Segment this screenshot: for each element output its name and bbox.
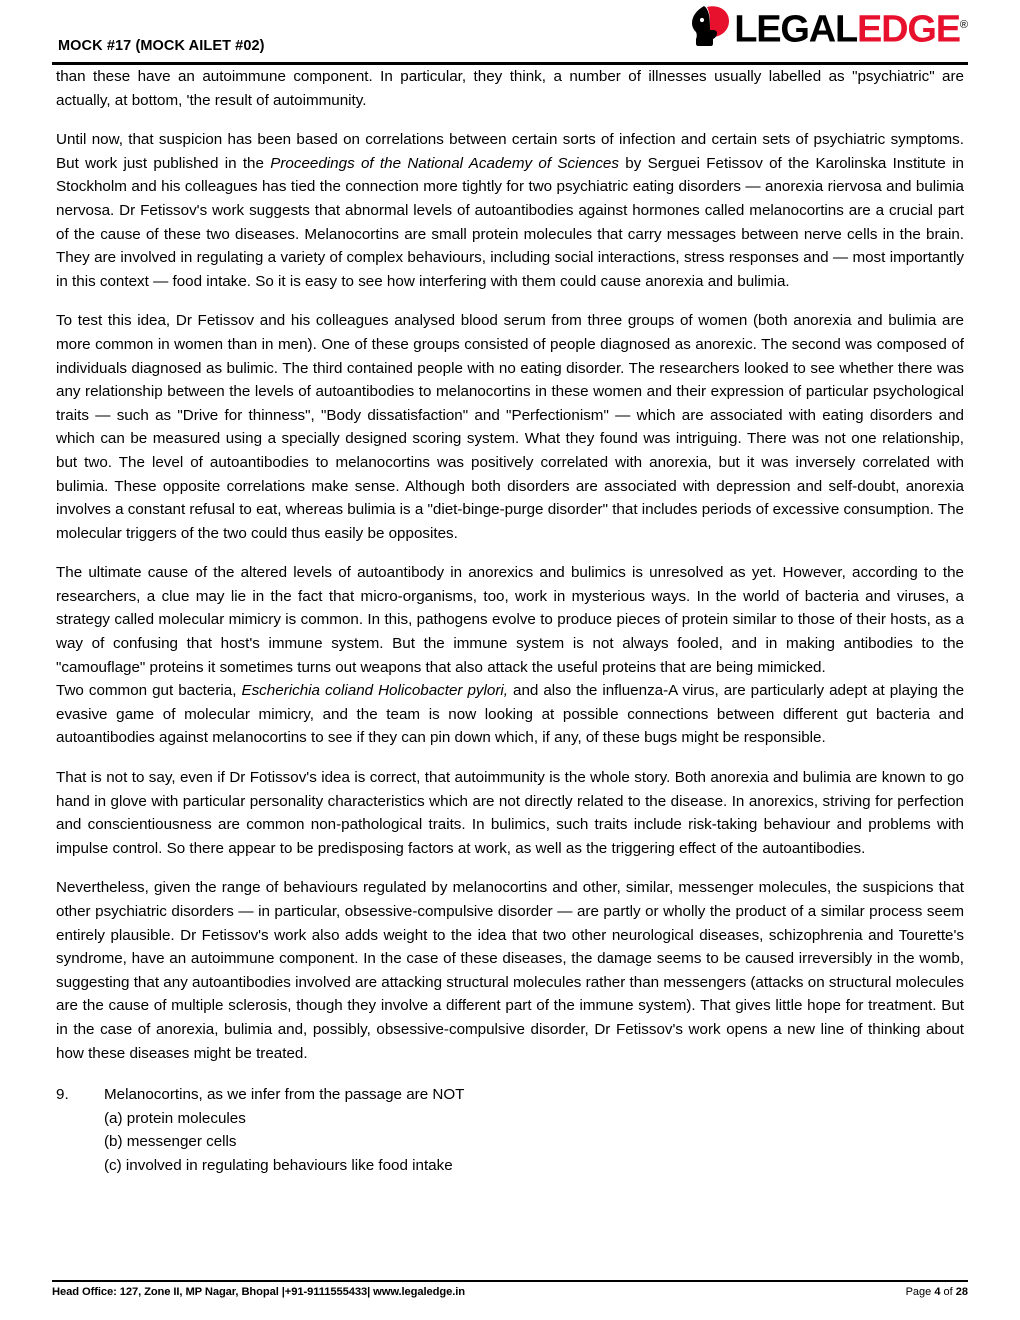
page-label-mid: of xyxy=(940,1286,956,1298)
question-number: 9. xyxy=(56,1086,69,1104)
passage-paragraph xyxy=(56,766,964,860)
passage-text-run: Until now, that suspicion has been based on correlations between certain sorts of infection and certain sets of psychiatric symptoms. But work just published in the xyxy=(56,131,964,172)
legaledge-wordmark xyxy=(734,5,968,50)
page-header xyxy=(52,0,968,62)
passage-text-run: by Serguei Fetissov of the Karolinska Institute in Stockholm and his colleagues has tied the connection more tightly for two psychiatric eating disorders — anorexia riervosa and bulimia nervosa. Dr Fetissov's work suggests that abnormal levels of autoantibodies against hormones called melanocortins are a crucial part of the cause of these two diseases. Melanocortins are small protein molecules that carry messages between nerve cells in the brain. They are involved in regulating a variety of complex behaviours, including social interactions, stress responses and — most importantly in this context — food intake. So it is easy to see how interfering with them could cause anorexia and bulimia. xyxy=(56,154,964,290)
footer-row xyxy=(52,1286,968,1298)
passage-text-run: and also the influenza-A virus, are particularly adept at playing the evasive game of molecular mimicry, and the team is now looking at possible connections between different gut bacteria and autoantibodies against melanocortins to see if they can pin down which, if any, of these bugs might be responsible. xyxy=(56,682,965,747)
passage-text-run: Two common gut bacteria, xyxy=(56,682,242,700)
passage-paragraph xyxy=(56,309,964,545)
passage-body xyxy=(52,65,968,1178)
question-option-list xyxy=(104,1107,964,1178)
page-title: MOCK #17 (MOCK AILET #02) xyxy=(58,38,265,54)
footer-page-number xyxy=(906,1286,968,1298)
question-option[interactable]: (b) messenger cells xyxy=(104,1133,237,1151)
page-current: 4 xyxy=(934,1286,941,1298)
logo-text-edge: EDGE xyxy=(856,8,960,51)
passage-italic-run: Proceedings of the National Academy of Sciences xyxy=(270,154,619,172)
passage-text-run: Nevertheless, given the range of behaviours regulated by melanocortins and other, similar, messenger molecules, the suspicions that other psychiatric disorders — in particular, obsessive-compulsive disorder — are partly or wholly the product of a similar process seem entirely plausible. Dr Fetissov's work also adds weight to the idea that two other neurological diseases, schizophrenia and Tourette's syndrome, have an autoimmune component. In the case of these diseases, the damage seems to be caused irreversibly in the womb, suggesting that any autoantibodies involved are attacking structural molecules rather than messengers (attacks on structural molecules are the cause of multiple sclerosis, though they involve a different part of the immune system). That gives little hope for treatment. But in the case of anorexia, bulimia and, possibly, obsessive-compulsive disorder, Dr Fetissov's work opens a new line of thinking about how these diseases might be treated. xyxy=(56,879,964,1062)
passage-paragraph xyxy=(56,876,964,1065)
footer-office-line: Head Office: 127, Zone II, MP Nagar, Bhopal |+91-9111555433| www.legaledge.in xyxy=(52,1286,465,1298)
question-block xyxy=(56,1083,964,1177)
question-option[interactable]: (c) involved in regulating behaviours like food intake xyxy=(104,1156,453,1174)
passage-paragraph xyxy=(56,679,964,750)
page-label-prefix: Page xyxy=(905,1286,935,1298)
registered-trademark-icon: ® xyxy=(959,19,968,31)
passage-text-run: The ultimate cause of the altered levels of autoantibody in anorexics and bulimics is unresolved as yet. However, according to the researchers, a clue may lie in the fact that micro-organisms, too, work in mysterious ways. In the world of bacteria and viruses, a strategy called molecular mimicry is common. In this, pathogens evolve to produce pieces of protein similar to those of their hosts, as a way of confusing that host's immune system. But the immune system is not always fooled, and in making antibodies to the "camouflage" proteins it sometimes turns out weapons that also attack the useful proteins that are being mimicked. xyxy=(56,564,964,676)
passage-text-run: That is not to say, even if Dr Fotissov's idea is correct, that autoimmunity is the whole story. Both anorexia and bulimia are known to go hand in glove with particular personality characteristics which are not directly related to the disease. In anorexics, striving for perfection and conscientiousness are common non-pathological traits. In bulimics, such traits include risk-taking behaviour and problems with impulse control. So there appear to be predisposing factors at work, as well as the triggering effect of the autoantibodies. xyxy=(56,769,964,857)
passage-italic-run: Escherichia coliand Holicobacter pylori, xyxy=(241,682,509,700)
passage-paragraph xyxy=(56,128,964,293)
footer-divider xyxy=(52,1280,968,1282)
passage-paragraph xyxy=(56,65,964,112)
legaledge-logo xyxy=(688,4,968,50)
question-stem-row xyxy=(56,1083,964,1107)
passage-paragraph xyxy=(56,561,964,679)
page-footer xyxy=(52,1280,968,1298)
passage-paragraph-list xyxy=(56,65,964,1065)
legaledge-face-icon xyxy=(688,4,734,48)
logo-text-legal: LEGAL xyxy=(734,8,857,51)
question-stem: Melanocortins, as we infer from the passage are NOT xyxy=(104,1086,465,1104)
passage-text-run: To test this idea, Dr Fetissov and his colleagues analysed blood serum from three groups of women (both anorexia and bulimia are more common in women than in men). One of these groups consisted of people diagnosed as anorexic. The second was composed of individuals diagnosed as bulimic. The third contained people with no eating disorder. The researchers looked to see whether there was any relationship between the levels of autoantibodies to melanocortins in these women and their expression of particular psychological traits — such as "Drive for thinness", "Body dissatisfaction" and "Perfectionism" — which are associated with eating disorders and which can be measured using a specially designed scoring system. What they found was intriguing. There was not one relationship, but two. The level of autoantibodies to melanocortins was positively correlated with anorexia, but it was inversely correlated with bulimia. These opposite correlations make sense. Although both disorders are associated with depression and self-doubt, anorexia involves a constant refusal to eat, whereas bulimia is a "diet-binge-purge disorder" that includes periods of excessive consumption. The molecular triggers of the two could thus easily be opposites. xyxy=(56,312,964,542)
question-option[interactable]: (a) protein molecules xyxy=(104,1109,246,1127)
passage-text-run: than these have an autoimmune component. In particular, they think, a number of illnesses usually labelled as "psychiatric" are actually, at bottom, 'the result of autoimmunity. xyxy=(56,68,964,109)
page-total: 28 xyxy=(955,1286,968,1298)
